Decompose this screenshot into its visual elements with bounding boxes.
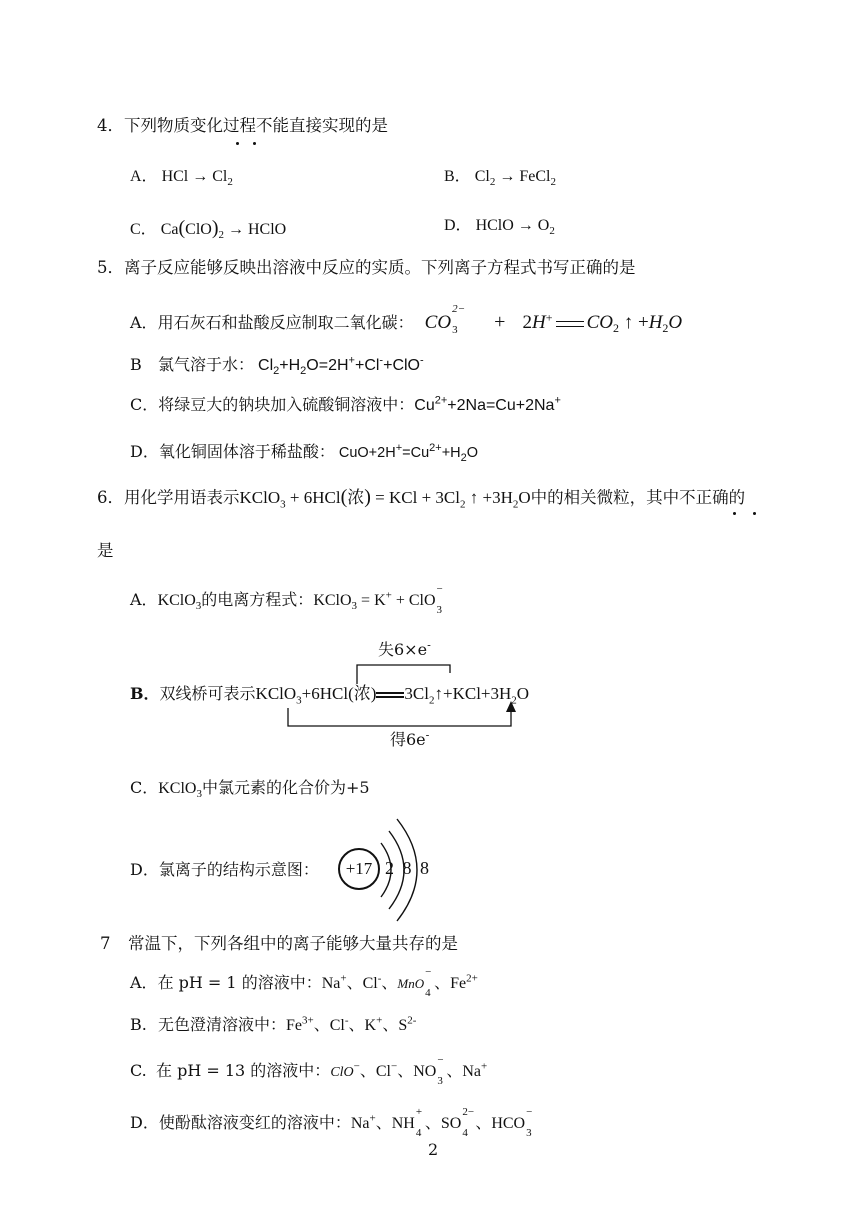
page-number: 2 — [428, 1140, 439, 1159]
emphasis-dot — [253, 142, 256, 145]
shell-arc-1 — [381, 843, 391, 897]
lose-electrons-label: 失6×e- — [378, 638, 431, 659]
lose-electrons-bracket — [357, 665, 450, 684]
nucleus-circle: +17 — [338, 848, 380, 890]
question-5-stem: 5．离子反应能够反映出溶液中反应的实质。下列离子方程式书写正确的是 — [97, 258, 636, 277]
q7-option-d[interactable]: D．使酚酞溶液变红的溶液中：Na+、NH + 4 、SO 2− 4 、HCO − 3 — [130, 1106, 533, 1140]
q7-option-c[interactable]: C. 在 pH = 13 的溶液中：ClO−、Cl−、NO − 3 、Na+ — [130, 1054, 488, 1088]
q4-option-b[interactable]: B． $Cl_2$ → FeCl$_2$ — [444, 168, 556, 189]
q6-option-d[interactable]: D．氯离子的结构示意图： — [130, 860, 319, 879]
q4-option-a[interactable]: A． HCl → $Cl_2$ — [130, 168, 233, 189]
q7-option-a[interactable]: A．在 pH = 1 的溶液中：Na+、Cl-、MnO − 4 、$Fe^{2+}$ — [130, 966, 478, 1000]
electron-shells: 2 8 8 — [385, 858, 431, 878]
question-7-stem: 7 常温下，下列各组中的离子能够大量共存的是 — [100, 934, 458, 953]
q6-option-a[interactable]: A．KClO$_3$的电离方程式：KClO$_3$ = K+ + ClO − 3 — [130, 583, 443, 617]
emphasis-dot — [236, 142, 239, 145]
arrow-head — [506, 701, 516, 712]
q4-option-d[interactable]: D． HClO → $O_2$ — [444, 217, 555, 238]
gain-electrons-bracket — [288, 706, 511, 726]
electron-shell-arcs — [375, 815, 455, 925]
emphasis-text: 不能 — [256, 116, 289, 135]
question-6-stem: 6．用化学用语表示KClO$_3$ + 6HCl(浓) = KCl + $3Cl_2$ ↑ $+3H_2O$中的相关微粒，其中不正确的 — [97, 485, 745, 509]
question-6-stem-line2: 是 — [97, 541, 114, 560]
q7-option-b[interactable]: B. 无色澄清溶液中：$Fe^{3+}$、Cl-、K+、$S^{2-}$ — [130, 1014, 417, 1034]
gain-electrons-label: 得6e- — [390, 728, 430, 749]
q4-option-c[interactable]: C． $Ca(ClO)_2$ → HClO — [130, 217, 287, 242]
q6-option-b[interactable]: B．双线桥可表示KClO$_3$+6HCl(浓) $3Cl_2↑+KCl+3H_2O$ — [130, 684, 530, 707]
q5-option-a[interactable]: A．用石灰石和盐酸反应制取二氧化碳： CO 2− 3 + 2H+ $CO_2$ ↑ $+H_2O$ — [130, 302, 683, 336]
question-4-stem: 4．下列物质变化过程不能直接实现的是 — [97, 116, 388, 136]
emphasis-dot — [733, 512, 736, 515]
q5-option-d[interactable]: D．氧化铜固体溶于稀盐酸： $CuO+2H^+=Cu^{2+}+H_2O$ — [130, 442, 479, 464]
q5-option-b[interactable]: B 氯气溶于水： $Cl_2+H_2O=2H^++Cl^-+ClO^-$ — [130, 354, 424, 378]
shell-arc-3 — [397, 819, 417, 921]
q5-option-c[interactable]: C．将绿豆大的钠块加入硫酸铜溶液中：$Cu^{2+}+2Na=Cu+2Na^+$ — [130, 394, 561, 414]
emphasis-dot — [753, 512, 756, 515]
q6-option-c[interactable]: C．KClO$_3$中氯元素的化合价为+5 — [130, 778, 370, 801]
